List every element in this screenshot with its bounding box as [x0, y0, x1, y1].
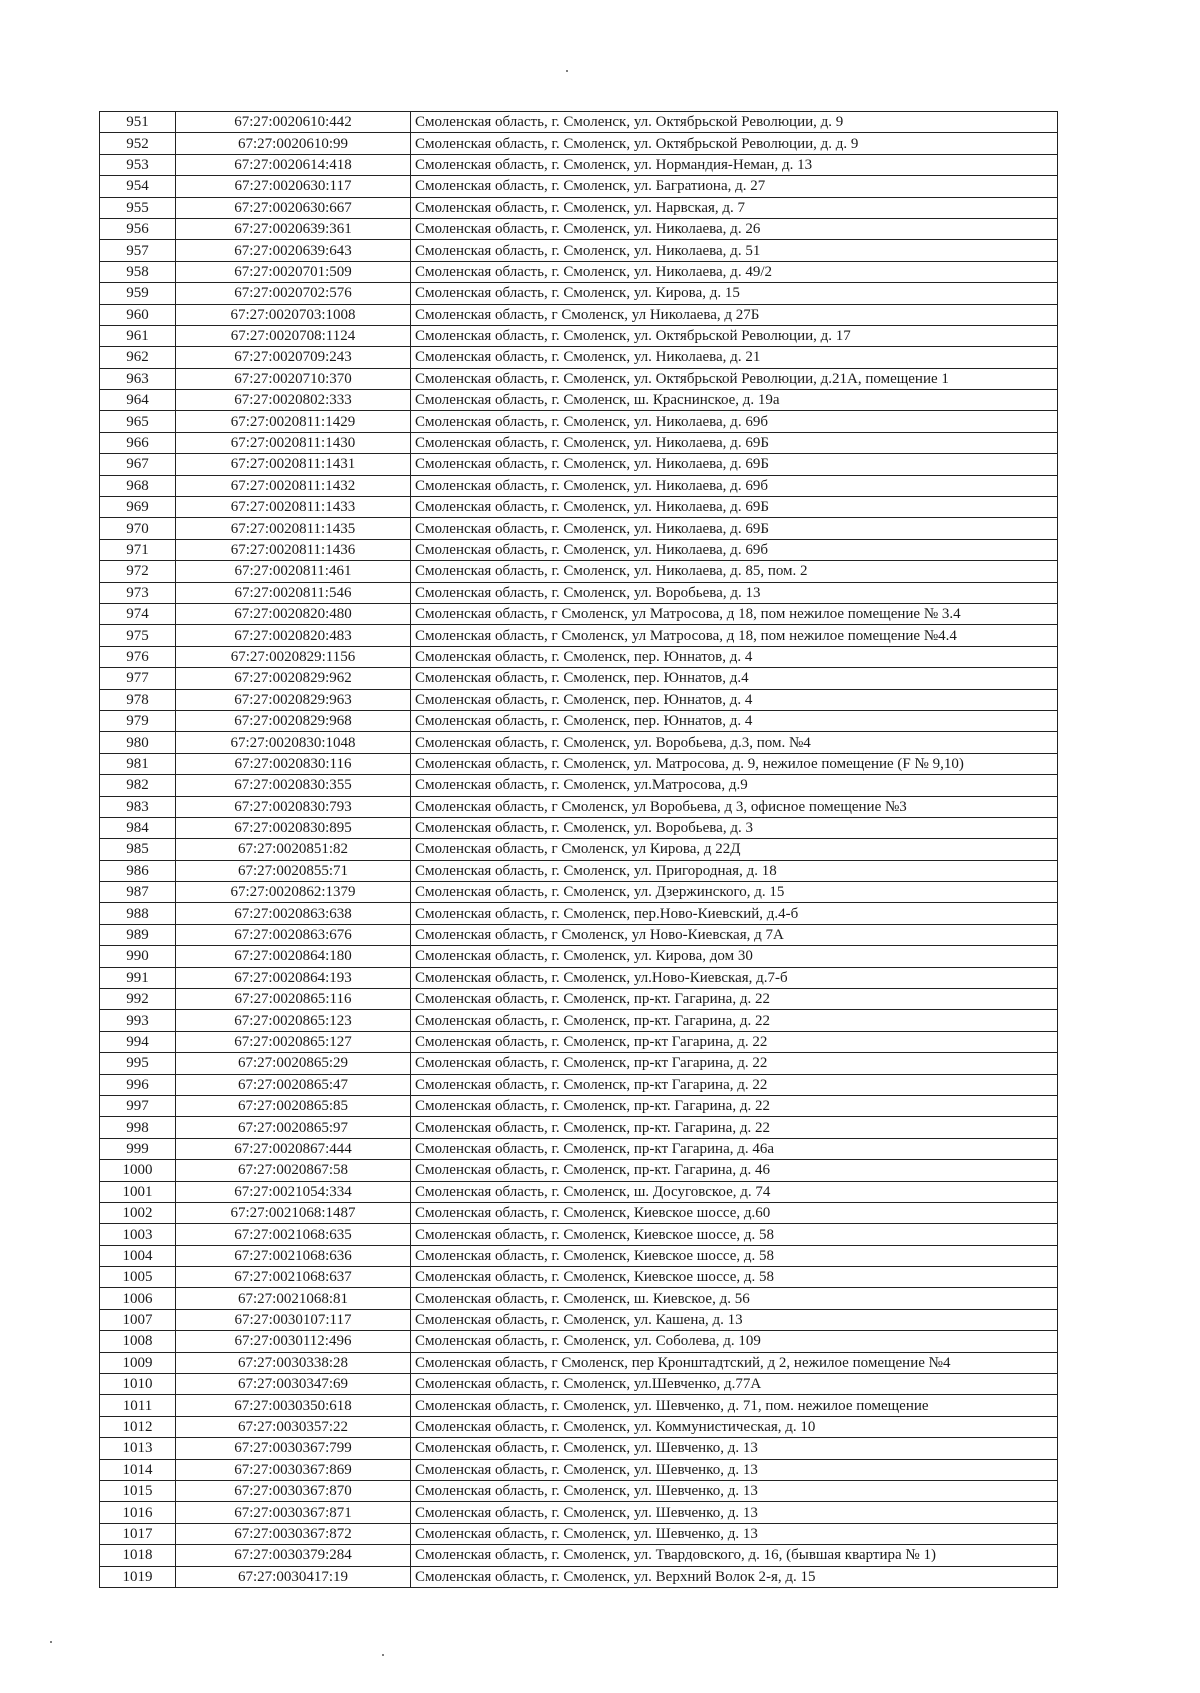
- address-cell: Смоленская область, г Смоленск, ул Николаева, д 27Б: [411, 304, 1058, 325]
- row-number-cell: 958: [100, 261, 176, 282]
- cadastral-number-cell: 67:27:0030338:28: [176, 1352, 411, 1373]
- table-row: [100, 1181, 1058, 1202]
- table-row: [100, 924, 1058, 945]
- cadastral-number-cell: 67:27:0020830:895: [176, 817, 411, 838]
- row-number-cell: 960: [100, 304, 176, 325]
- address-cell: Смоленская область, г. Смоленск, пер. Юннатов, д. 4: [411, 646, 1058, 667]
- row-number-cell: 994: [100, 1031, 176, 1052]
- table-row: [100, 1309, 1058, 1330]
- row-number-cell: 1007: [100, 1309, 176, 1330]
- cadastral-number-cell: 67:27:0020830:116: [176, 753, 411, 774]
- cadastral-number-cell: 67:27:0020830:793: [176, 796, 411, 817]
- table-row: [100, 1010, 1058, 1031]
- table-row: [100, 561, 1058, 582]
- table-row: [100, 1095, 1058, 1116]
- table-row: [100, 1395, 1058, 1416]
- row-number-cell: 965: [100, 411, 176, 432]
- table-row: [100, 475, 1058, 496]
- cadastral-number-cell: 67:27:0020829:968: [176, 710, 411, 731]
- table-row: [100, 304, 1058, 325]
- cadastral-number-cell: 67:27:0030367:869: [176, 1459, 411, 1480]
- cadastral-number-cell: 67:27:0020864:180: [176, 946, 411, 967]
- cadastral-number-cell: 67:27:0020830:355: [176, 775, 411, 796]
- address-cell: Смоленская область, г Смоленск, пер Кронштадтский, д 2, нежилое помещение №4: [411, 1352, 1058, 1373]
- table-row: [100, 176, 1058, 197]
- cadastral-number-cell: 67:27:0020829:962: [176, 668, 411, 689]
- address-cell: Смоленская область, г. Смоленск, пр-кт. Гагарина, д. 22: [411, 1010, 1058, 1031]
- cadastral-number-cell: 67:27:0020829:963: [176, 689, 411, 710]
- row-number-cell: 952: [100, 133, 176, 154]
- row-number-cell: 1017: [100, 1523, 176, 1544]
- cadastral-number-cell: 67:27:0020865:47: [176, 1074, 411, 1095]
- cadastral-number-cell: 67:27:0020710:370: [176, 368, 411, 389]
- row-number-cell: 1011: [100, 1395, 176, 1416]
- row-number-cell: 981: [100, 753, 176, 774]
- cadastral-number-cell: 67:27:0020829:1156: [176, 646, 411, 667]
- cadastral-number-cell: 67:27:0020867:444: [176, 1138, 411, 1159]
- cadastral-number-cell: 67:27:0020811:1429: [176, 411, 411, 432]
- address-cell: Смоленская область, г. Смоленск, пер.Ново-Киевский, д.4-б: [411, 903, 1058, 924]
- table-row: [100, 432, 1058, 453]
- row-number-cell: 963: [100, 368, 176, 389]
- table-row: [100, 668, 1058, 689]
- address-cell: Смоленская область, г Смоленск, ул Ново-Киевская, д 7А: [411, 924, 1058, 945]
- cadastral-number-cell: 67:27:0020709:243: [176, 347, 411, 368]
- row-number-cell: 975: [100, 625, 176, 646]
- cadastral-number-cell: 67:27:0020802:333: [176, 390, 411, 411]
- row-number-cell: 1019: [100, 1566, 176, 1587]
- cadastral-number-cell: 67:27:0020708:1124: [176, 325, 411, 346]
- cadastral-number-cell: 67:27:0021068:1487: [176, 1202, 411, 1223]
- cadastral-number-cell: 67:27:0020830:1048: [176, 732, 411, 753]
- table-row: [100, 1160, 1058, 1181]
- table-row: [100, 1031, 1058, 1052]
- cadastral-number-cell: 67:27:0021068:81: [176, 1288, 411, 1309]
- table-row: [100, 1202, 1058, 1223]
- address-cell: Смоленская область, г. Смоленск, ул. Николаева, д. 69Б: [411, 518, 1058, 539]
- address-cell: Смоленская область, г. Смоленск, пр-кт. Гагарина, д. 46: [411, 1160, 1058, 1181]
- address-cell: Смоленская область, г. Смоленск, ул. Шевченко, д. 13: [411, 1502, 1058, 1523]
- cadastral-number-cell: 67:27:0020865:127: [176, 1031, 411, 1052]
- table-row: [100, 1074, 1058, 1095]
- row-number-cell: 978: [100, 689, 176, 710]
- row-number-cell: 974: [100, 603, 176, 624]
- address-cell: Смоленская область, г. Смоленск, ул. Николаева, д. 49/2: [411, 261, 1058, 282]
- address-cell: Смоленская область, г. Смоленск, ул. Шевченко, д. 13: [411, 1523, 1058, 1544]
- address-cell: Смоленская область, г. Смоленск, ул. Шевченко, д. 13: [411, 1481, 1058, 1502]
- row-number-cell: 993: [100, 1010, 176, 1031]
- address-cell: Смоленская область, г. Смоленск, пер. Юннатов, д.4: [411, 668, 1058, 689]
- table-row: [100, 1545, 1058, 1566]
- row-number-cell: 987: [100, 882, 176, 903]
- address-cell: Смоленская область, г. Смоленск, ул. Верхний Волок 2-я, д. 15: [411, 1566, 1058, 1587]
- row-number-cell: 962: [100, 347, 176, 368]
- table-row: [100, 882, 1058, 903]
- table-row: [100, 796, 1058, 817]
- cadastral-number-cell: 67:27:0020867:58: [176, 1160, 411, 1181]
- address-cell: Смоленская область, г. Смоленск, Киевское шоссе, д. 58: [411, 1267, 1058, 1288]
- cadastral-number-cell: 67:27:0020630:667: [176, 197, 411, 218]
- address-cell: Смоленская область, г. Смоленск, ул. Николаева, д. 69б: [411, 411, 1058, 432]
- row-number-cell: 983: [100, 796, 176, 817]
- address-cell: Смоленская область, г. Смоленск, ул. Николаева, д. 51: [411, 240, 1058, 261]
- address-cell: Смоленская область, г. Смоленск, пр-кт Гагарина, д. 46а: [411, 1138, 1058, 1159]
- address-cell: Смоленская область, г. Смоленск, ул. Николаева, д. 69Б: [411, 432, 1058, 453]
- row-number-cell: 990: [100, 946, 176, 967]
- address-cell: Смоленская область, г. Смоленск, ул. Николаева, д. 69Б: [411, 454, 1058, 475]
- address-cell: Смоленская область, г. Смоленск, пр-кт Гагарина, д. 22: [411, 1053, 1058, 1074]
- table-row: [100, 775, 1058, 796]
- row-number-cell: 977: [100, 668, 176, 689]
- row-number-cell: 1010: [100, 1374, 176, 1395]
- row-number-cell: 1014: [100, 1459, 176, 1480]
- cadastral-number-cell: 67:27:0030107:117: [176, 1309, 411, 1330]
- address-cell: Смоленская область, г. Смоленск, ул.Шевченко, д.77А: [411, 1374, 1058, 1395]
- row-number-cell: 996: [100, 1074, 176, 1095]
- table-row: [100, 261, 1058, 282]
- address-cell: Смоленская область, г. Смоленск, ул. Воробьева, д. 13: [411, 582, 1058, 603]
- cadastral-number-cell: 67:27:0020702:576: [176, 283, 411, 304]
- cadastral-number-cell: 67:27:0030347:69: [176, 1374, 411, 1395]
- address-cell: Смоленская область, г. Смоленск, ул. Кашена, д. 13: [411, 1309, 1058, 1330]
- address-cell: Смоленская область, г. Смоленск, ул. Николаева, д. 26: [411, 218, 1058, 239]
- row-number-cell: 1001: [100, 1181, 176, 1202]
- cadastral-number-cell: 67:27:0020811:546: [176, 582, 411, 603]
- table-row: [100, 1352, 1058, 1373]
- cadastral-number-cell: 67:27:0030357:22: [176, 1416, 411, 1437]
- address-cell: Смоленская область, г. Смоленск, ул. Октябрьской Революции, д. 9: [411, 112, 1058, 133]
- table-row: [100, 390, 1058, 411]
- address-cell: Смоленская область, г. Смоленск, ул. Пригородная, д. 18: [411, 860, 1058, 881]
- address-cell: Смоленская область, г Смоленск, ул Матросова, д 18, пом нежилое помещение №4.4: [411, 625, 1058, 646]
- table-row: [100, 732, 1058, 753]
- cadastral-number-cell: 67:27:0030112:496: [176, 1331, 411, 1352]
- registry-table: [99, 111, 1058, 1588]
- table-row: [100, 518, 1058, 539]
- row-number-cell: 979: [100, 710, 176, 731]
- row-number-cell: 991: [100, 967, 176, 988]
- row-number-cell: 999: [100, 1138, 176, 1159]
- address-cell: Смоленская область, г. Смоленск, пр-кт Гагарина, д. 22: [411, 1074, 1058, 1095]
- row-number-cell: 1004: [100, 1245, 176, 1266]
- table-row: [100, 1566, 1058, 1587]
- cadastral-number-cell: 67:27:0021068:636: [176, 1245, 411, 1266]
- row-number-cell: 953: [100, 154, 176, 175]
- address-cell: Смоленская область, г. Смоленск, ул. Шевченко, д. 13: [411, 1438, 1058, 1459]
- table-row: [100, 1224, 1058, 1245]
- address-cell: Смоленская область, г. Смоленск, ул. Багратиона, д. 27: [411, 176, 1058, 197]
- row-number-cell: 1002: [100, 1202, 176, 1223]
- cadastral-number-cell: 67:27:0021054:334: [176, 1181, 411, 1202]
- table-row: [100, 753, 1058, 774]
- row-number-cell: 964: [100, 390, 176, 411]
- cadastral-number-cell: 67:27:0020864:193: [176, 967, 411, 988]
- cadastral-number-cell: 67:27:0020820:480: [176, 603, 411, 624]
- table-row: [100, 1138, 1058, 1159]
- cadastral-number-cell: 67:27:0020811:1432: [176, 475, 411, 496]
- cadastral-number-cell: 67:27:0020865:29: [176, 1053, 411, 1074]
- cadastral-number-cell: 67:27:0020820:483: [176, 625, 411, 646]
- row-number-cell: 956: [100, 218, 176, 239]
- cadastral-number-cell: 67:27:0030367:870: [176, 1481, 411, 1502]
- cadastral-number-cell: 67:27:0030367:871: [176, 1502, 411, 1523]
- table-row: [100, 1416, 1058, 1437]
- cadastral-number-cell: 67:27:0020865:123: [176, 1010, 411, 1031]
- row-number-cell: 966: [100, 432, 176, 453]
- table-row: [100, 625, 1058, 646]
- table-row: [100, 1331, 1058, 1352]
- table-row: [100, 1245, 1058, 1266]
- address-cell: Смоленская область, г. Смоленск, пр-кт. Гагарина, д. 22: [411, 989, 1058, 1010]
- row-number-cell: 1012: [100, 1416, 176, 1437]
- address-cell: Смоленская область, г. Смоленск, ул. Нормандия-Неман, д. 13: [411, 154, 1058, 175]
- row-number-cell: 1018: [100, 1545, 176, 1566]
- address-cell: Смоленская область, г Смоленск, ул Матросова, д 18, пом нежилое помещение № 3.4: [411, 603, 1058, 624]
- row-number-cell: 995: [100, 1053, 176, 1074]
- scan-speck: [566, 70, 568, 72]
- row-number-cell: 982: [100, 775, 176, 796]
- cadastral-number-cell: 67:27:0020703:1008: [176, 304, 411, 325]
- address-cell: Смоленская область, г. Смоленск, ш. Досуговское, д. 74: [411, 1181, 1058, 1202]
- table-row: [100, 689, 1058, 710]
- row-number-cell: 972: [100, 561, 176, 582]
- address-cell: Смоленская область, г. Смоленск, ш. Краснинское, д. 19а: [411, 390, 1058, 411]
- cadastral-number-cell: 67:27:0030367:799: [176, 1438, 411, 1459]
- table-row: [100, 1459, 1058, 1480]
- table-row: [100, 1117, 1058, 1138]
- row-number-cell: 1006: [100, 1288, 176, 1309]
- row-number-cell: 951: [100, 112, 176, 133]
- cadastral-number-cell: 67:27:0020701:509: [176, 261, 411, 282]
- table-row: [100, 325, 1058, 346]
- row-number-cell: 959: [100, 283, 176, 304]
- row-number-cell: 955: [100, 197, 176, 218]
- address-cell: Смоленская область, г. Смоленск, пр-кт. Гагарина, д. 22: [411, 1095, 1058, 1116]
- table-row: [100, 112, 1058, 133]
- table-row: [100, 497, 1058, 518]
- cadastral-number-cell: 67:27:0030367:872: [176, 1523, 411, 1544]
- row-number-cell: 970: [100, 518, 176, 539]
- table-row: [100, 1267, 1058, 1288]
- address-cell: Смоленская область, г. Смоленск, ул. Октябрьской Революции, д. д. 9: [411, 133, 1058, 154]
- cadastral-number-cell: 67:27:0020851:82: [176, 839, 411, 860]
- cadastral-number-cell: 67:27:0030379:284: [176, 1545, 411, 1566]
- cadastral-number-cell: 67:27:0020614:418: [176, 154, 411, 175]
- cadastral-number-cell: 67:27:0020811:1433: [176, 497, 411, 518]
- address-cell: Смоленская область, г. Смоленск, ул. Кирова, д. 15: [411, 283, 1058, 304]
- table-row: [100, 1374, 1058, 1395]
- table-row: [100, 154, 1058, 175]
- row-number-cell: 997: [100, 1095, 176, 1116]
- row-number-cell: 980: [100, 732, 176, 753]
- address-cell: Смоленская область, г. Смоленск, пер. Юннатов, д. 4: [411, 710, 1058, 731]
- row-number-cell: 954: [100, 176, 176, 197]
- address-cell: Смоленская область, г. Смоленск, ул. Николаева, д. 21: [411, 347, 1058, 368]
- address-cell: Смоленская область, г. Смоленск, ул. Николаева, д. 69б: [411, 475, 1058, 496]
- row-number-cell: 1008: [100, 1331, 176, 1352]
- table-row: [100, 603, 1058, 624]
- address-cell: Смоленская область, г. Смоленск, ул. Нарвская, д. 7: [411, 197, 1058, 218]
- table-row: [100, 646, 1058, 667]
- row-number-cell: 998: [100, 1117, 176, 1138]
- row-number-cell: 973: [100, 582, 176, 603]
- cadastral-number-cell: 67:27:0030417:19: [176, 1566, 411, 1587]
- table-row: [100, 539, 1058, 560]
- row-number-cell: 1003: [100, 1224, 176, 1245]
- scan-speck: [50, 1641, 52, 1643]
- address-cell: Смоленская область, г. Смоленск, ул. Твардовского, д. 16, (бывшая квартира № 1): [411, 1545, 1058, 1566]
- row-number-cell: 967: [100, 454, 176, 475]
- cadastral-number-cell: 67:27:0020811:461: [176, 561, 411, 582]
- row-number-cell: 992: [100, 989, 176, 1010]
- cadastral-number-cell: 67:27:0020865:85: [176, 1095, 411, 1116]
- row-number-cell: 976: [100, 646, 176, 667]
- cadastral-number-cell: 67:27:0021068:637: [176, 1267, 411, 1288]
- address-cell: Смоленская область, г. Смоленск, ул. Воробьева, д. 3: [411, 817, 1058, 838]
- address-cell: Смоленская область, г. Смоленск, ул. Шевченко, д. 13: [411, 1459, 1058, 1480]
- row-number-cell: 985: [100, 839, 176, 860]
- cadastral-number-cell: 67:27:0020865:97: [176, 1117, 411, 1138]
- address-cell: Смоленская область, г. Смоленск, ул. Воробьева, д.3, пом. №4: [411, 732, 1058, 753]
- address-cell: Смоленская область, г. Смоленск, пер. Юннатов, д. 4: [411, 689, 1058, 710]
- row-number-cell: 957: [100, 240, 176, 261]
- row-number-cell: 986: [100, 860, 176, 881]
- table-row: [100, 240, 1058, 261]
- table-row: [100, 1288, 1058, 1309]
- address-cell: Смоленская область, г Смоленск, ул Кирова, д 22Д: [411, 839, 1058, 860]
- table-row: [100, 218, 1058, 239]
- table-row: [100, 368, 1058, 389]
- table-row: [100, 903, 1058, 924]
- address-cell: Смоленская область, г Смоленск, ул Воробьева, д 3, офисное помещение №3: [411, 796, 1058, 817]
- cadastral-number-cell: 67:27:0020863:676: [176, 924, 411, 945]
- address-cell: Смоленская область, г. Смоленск, ул. Дзержинского, д. 15: [411, 882, 1058, 903]
- row-number-cell: 1005: [100, 1267, 176, 1288]
- cadastral-number-cell: 67:27:0020630:117: [176, 176, 411, 197]
- table-row: [100, 133, 1058, 154]
- address-cell: Смоленская область, г. Смоленск, ул. Соболева, д. 109: [411, 1331, 1058, 1352]
- row-number-cell: 1015: [100, 1481, 176, 1502]
- cadastral-number-cell: 67:27:0020865:116: [176, 989, 411, 1010]
- table-row: [100, 411, 1058, 432]
- row-number-cell: 1000: [100, 1160, 176, 1181]
- cadastral-number-cell: 67:27:0020610:442: [176, 112, 411, 133]
- table-row: [100, 989, 1058, 1010]
- address-cell: Смоленская область, г. Смоленск, пр-кт Гагарина, д. 22: [411, 1031, 1058, 1052]
- table-row: [100, 1438, 1058, 1459]
- row-number-cell: 961: [100, 325, 176, 346]
- row-number-cell: 984: [100, 817, 176, 838]
- cadastral-number-cell: 67:27:0020811:1430: [176, 432, 411, 453]
- table-row: [100, 347, 1058, 368]
- cadastral-number-cell: 67:27:0021068:635: [176, 1224, 411, 1245]
- table-row: [100, 283, 1058, 304]
- table-row: [100, 1502, 1058, 1523]
- address-cell: Смоленская область, г. Смоленск, пр-кт. Гагарина, д. 22: [411, 1117, 1058, 1138]
- table-row: [100, 839, 1058, 860]
- cadastral-number-cell: 67:27:0020610:99: [176, 133, 411, 154]
- table-row: [100, 1523, 1058, 1544]
- row-number-cell: 971: [100, 539, 176, 560]
- table-row: [100, 454, 1058, 475]
- table-row: [100, 197, 1058, 218]
- row-number-cell: 1013: [100, 1438, 176, 1459]
- cadastral-number-cell: 67:27:0030350:618: [176, 1395, 411, 1416]
- address-cell: Смоленская область, г. Смоленск, ул.Ново-Киевская, д.7-б: [411, 967, 1058, 988]
- address-cell: Смоленская область, г. Смоленск, Киевское шоссе, д. 58: [411, 1224, 1058, 1245]
- registry-table-body: [100, 112, 1058, 1588]
- row-number-cell: 1016: [100, 1502, 176, 1523]
- address-cell: Смоленская область, г. Смоленск, Киевское шоссе, д.60: [411, 1202, 1058, 1223]
- cadastral-number-cell: 67:27:0020811:1435: [176, 518, 411, 539]
- table-row: [100, 1053, 1058, 1074]
- address-cell: Смоленская область, г. Смоленск, ул. Кирова, дом 30: [411, 946, 1058, 967]
- cadastral-number-cell: 67:27:0020811:1431: [176, 454, 411, 475]
- address-cell: Смоленская область, г. Смоленск, ул. Николаева, д. 85, пом. 2: [411, 561, 1058, 582]
- row-number-cell: 988: [100, 903, 176, 924]
- address-cell: Смоленская область, г. Смоленск, ул. Октябрьской Революции, д. 17: [411, 325, 1058, 346]
- row-number-cell: 989: [100, 924, 176, 945]
- address-cell: Смоленская область, г. Смоленск, ул. Николаева, д. 69Б: [411, 497, 1058, 518]
- table-row: [100, 946, 1058, 967]
- table-row: [100, 967, 1058, 988]
- table-row: [100, 1481, 1058, 1502]
- address-cell: Смоленская область, г. Смоленск, ш. Киевское, д. 56: [411, 1288, 1058, 1309]
- cadastral-number-cell: 67:27:0020855:71: [176, 860, 411, 881]
- row-number-cell: 969: [100, 497, 176, 518]
- cadastral-number-cell: 67:27:0020639:361: [176, 218, 411, 239]
- cadastral-number-cell: 67:27:0020811:1436: [176, 539, 411, 560]
- address-cell: Смоленская область, г. Смоленск, ул. Октябрьской Революции, д.21А, помещение 1: [411, 368, 1058, 389]
- address-cell: Смоленская область, г. Смоленск, ул. Матросова, д. 9, нежилое помещение (F № 9,10): [411, 753, 1058, 774]
- address-cell: Смоленская область, г. Смоленск, ул. Шевченко, д. 71, пом. нежилое помещение: [411, 1395, 1058, 1416]
- row-number-cell: 968: [100, 475, 176, 496]
- table-row: [100, 860, 1058, 881]
- cadastral-number-cell: 67:27:0020862:1379: [176, 882, 411, 903]
- scan-speck: [382, 1654, 384, 1656]
- address-cell: Смоленская область, г. Смоленск, ул. Николаева, д. 69б: [411, 539, 1058, 560]
- address-cell: Смоленская область, г. Смоленск, ул.Матросова, д.9: [411, 775, 1058, 796]
- table-row: [100, 582, 1058, 603]
- table-row: [100, 817, 1058, 838]
- address-cell: Смоленская область, г. Смоленск, Киевское шоссе, д. 58: [411, 1245, 1058, 1266]
- row-number-cell: 1009: [100, 1352, 176, 1373]
- cadastral-number-cell: 67:27:0020863:638: [176, 903, 411, 924]
- table-row: [100, 710, 1058, 731]
- address-cell: Смоленская область, г. Смоленск, ул. Коммунистическая, д. 10: [411, 1416, 1058, 1437]
- cadastral-number-cell: 67:27:0020639:643: [176, 240, 411, 261]
